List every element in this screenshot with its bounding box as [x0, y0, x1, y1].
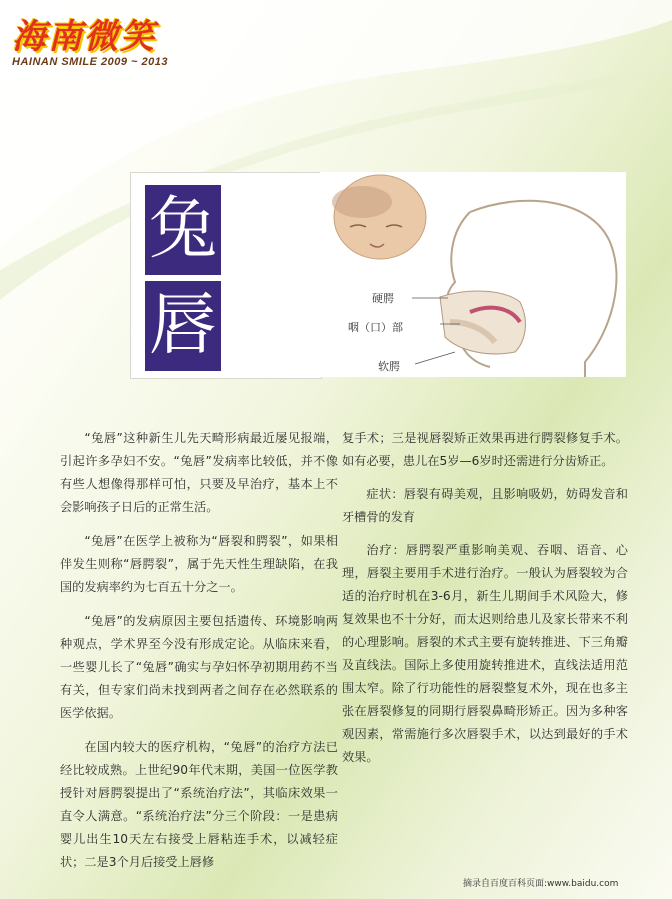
- paragraph: “兔唇”这种新生儿先天畸形病最近屡见报端，引起许多孕妇不安。“兔唇”发病率比较低，并不像有些人想像得那样可怕，只要及早治疗，基本上不会影响孩子日后的正常生活。: [60, 431, 338, 514]
- treatment-paragraph: 治疗：唇腭裂严重影响美观、吞咽、语音、心理，唇裂主要用手术进行治疗。一般认为唇裂较为合适的治疗时机在3-6月，新生儿期间手术风险大，修复效果也不十分好，而太迟则给患儿及家长带来不利的心理影响。唇裂的术式主要有旋转推进、下三角瓣及直线法。国际上多使用旋转推进术，直线法适用范围太窄。除了行功能性的唇裂整复术外，现在也多主张在唇裂修复的同期行唇裂鼻畸形矫正。因为多种客观因素，常需施行多次唇裂手术，以达到最好的手术效果。: [342, 543, 628, 764]
- article-title-char-2: 唇: [145, 281, 221, 371]
- article-title-box: [130, 172, 322, 379]
- right-text-column: [342, 427, 628, 779]
- anatomy-illustration: [320, 172, 626, 377]
- paragraph: 在国内较大的医疗机构，“兔唇”的治疗方法已经比较成熟。上世纪90年代末期，美国一位医学教授针对唇腭裂提出了“系统治疗法”，其临床效果一直令人满意。“系统治疗法”分三个阶段：一是患病婴儿出生10天左右接受上唇粘连手术，以减轻症状；二是3个月后接受上唇修: [60, 740, 338, 869]
- masthead: [12, 18, 232, 78]
- article-title-char-1: 兔: [145, 185, 221, 275]
- label-soft-palate: 软腭: [378, 360, 400, 373]
- left-text-column: [60, 427, 338, 885]
- paragraph: “兔唇”在医学上被称为“唇裂和腭裂”，如果相伴发生则称“唇腭裂”，属于先天性生理缺陷，在我国的发病率约为七百五十分之一。: [60, 534, 338, 594]
- anatomy-figure: [320, 172, 626, 377]
- paragraph: 复手术；三是视唇裂矫正效果再进行腭裂修复手术。如有必要，患儿在5岁—6岁时还需进行分齿矫正。: [342, 431, 628, 468]
- label-hard-palate: 硬腭: [372, 292, 394, 305]
- source-footer: 摘录自百度百科页面:www.baidu.com: [463, 879, 619, 889]
- label-mouth: 咽（口）部: [348, 321, 403, 334]
- masthead-title: 海南微笑: [12, 17, 156, 57]
- masthead-subtitle: HAINAN SMILE 2009 ~ 2013: [12, 56, 168, 68]
- symptoms-paragraph: 症状：唇裂有碍美观，且影响吸奶，妨碍发音和牙槽骨的发育: [342, 487, 628, 524]
- paragraph: “兔唇”的发病原因主要包括遗传、环境影响两种观点，学术界至今没有形成定论。从临床来看，一些婴儿长了“兔唇”确实与孕妇怀孕初期用药不当有关，但专家们尚未找到两者之间存在必然联系的医学依据。: [60, 614, 338, 720]
